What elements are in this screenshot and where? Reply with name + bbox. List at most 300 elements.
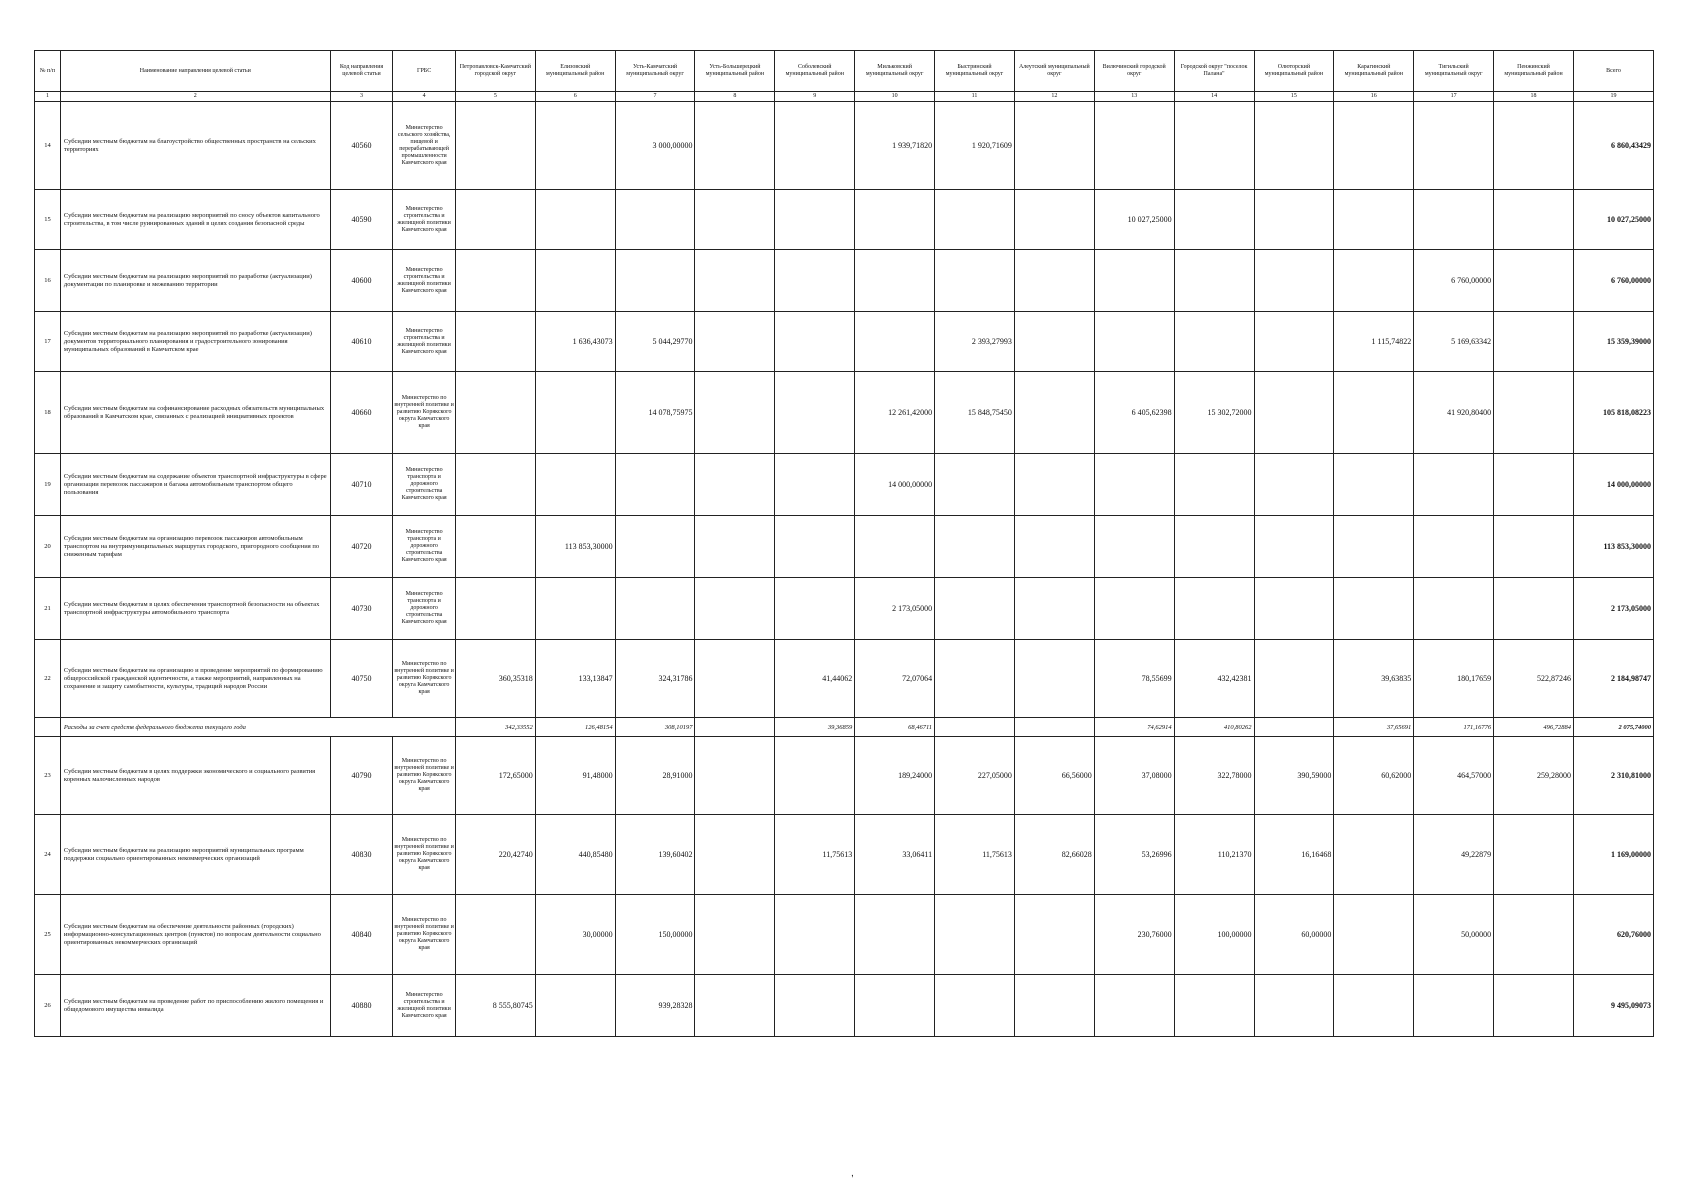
column-header: Соболевский муниципальный район [775, 51, 855, 92]
amount-cell: 150,00000 [615, 895, 695, 975]
amount-cell [855, 190, 935, 250]
amount-cell [1014, 578, 1094, 640]
amount-cell: 41,44062 [775, 640, 855, 718]
column-number: 9 [775, 92, 855, 102]
table-row [35, 578, 1654, 640]
amount-cell: 110,21370 [1174, 815, 1254, 895]
amount-cell: 126,48154 [535, 718, 615, 737]
amount-cell: 220,42740 [455, 815, 535, 895]
budget-administrator: Министерство по внутренней политике и развитию Корякского округа Камчатского края [393, 640, 456, 718]
amount-cell [855, 250, 935, 312]
row-number: 26 [35, 975, 61, 1037]
amount-cell: 41 920,80400 [1414, 372, 1494, 454]
amount-cell: 2 393,27993 [935, 312, 1015, 372]
amount-cell [1334, 578, 1414, 640]
amount-cell [775, 454, 855, 516]
amount-cell: 82,66028 [1014, 815, 1094, 895]
target-article-code: 40710 [330, 454, 393, 516]
column-number: 5 [455, 92, 535, 102]
column-number: 16 [1334, 92, 1414, 102]
amount-cell [535, 190, 615, 250]
column-number: 10 [855, 92, 935, 102]
amount-cell [455, 372, 535, 454]
row-total-cell: 2 310,81000 [1573, 737, 1653, 815]
amount-cell: 39,36859 [775, 718, 855, 737]
column-header: Усть-Камчатский муниципальный округ [615, 51, 695, 92]
amount-cell [1094, 975, 1174, 1037]
amount-cell [775, 895, 855, 975]
column-number: 4 [393, 92, 456, 102]
column-header: № п/п [35, 51, 61, 92]
amount-cell [455, 312, 535, 372]
column-number: 13 [1094, 92, 1174, 102]
amount-cell: 360,35318 [455, 640, 535, 718]
table-row [35, 516, 1654, 578]
row-number: 15 [35, 190, 61, 250]
amount-cell [535, 102, 615, 190]
amount-cell: 50,00000 [1414, 895, 1494, 975]
row-number: 25 [35, 895, 61, 975]
amount-cell [1174, 516, 1254, 578]
column-header: Быстринский муниципальный округ [935, 51, 1015, 92]
amount-cell [1414, 975, 1494, 1037]
subsidy-name: Субсидии местным бюджетам на реализацию мероприятий по разработке (актуализации) документов территориального планирования и градостроительного зонирования муниципальных образований в Камчатском крае [60, 312, 330, 372]
amount-cell [1494, 250, 1574, 312]
amount-cell [775, 975, 855, 1037]
amount-cell [695, 718, 775, 737]
amount-cell [615, 516, 695, 578]
amount-cell: 133,13847 [535, 640, 615, 718]
amount-cell [775, 250, 855, 312]
amount-cell [1254, 312, 1334, 372]
column-number: 11 [935, 92, 1015, 102]
subsidy-name: Субсидии местным бюджетам на содержание объектов транспортной инфраструктуры в сфере организации перевозок пассажиров и багажа автомобильным транспортом общего пользования [60, 454, 330, 516]
target-article-code: 40750 [330, 640, 393, 718]
amount-cell: 14 000,00000 [855, 454, 935, 516]
amount-cell: 39,63835 [1334, 640, 1414, 718]
header-row [35, 51, 1654, 92]
column-number: 18 [1494, 92, 1574, 102]
amount-cell [1254, 975, 1334, 1037]
amount-cell [535, 975, 615, 1037]
amount-cell [615, 578, 695, 640]
row-total-cell: 105 818,08223 [1573, 372, 1653, 454]
subsidy-name: Субсидии местным бюджетам на обеспечение деятельности районных (городских) информационно-консультационных центров (пунктов) по вопросам деятельности социально ориентированных некоммерческих организаций [60, 895, 330, 975]
amount-cell [935, 640, 1015, 718]
column-number-row [35, 92, 1654, 102]
amount-cell [1014, 190, 1094, 250]
amount-cell [1254, 718, 1334, 737]
column-header: Петропавловск-Камчатский городской округ [455, 51, 535, 92]
budget-administrator: Министерство сельского хозяйства, пищевой и перерабатывающей промышленности Камчатского края [393, 102, 456, 190]
amount-cell [775, 516, 855, 578]
amount-cell [1414, 578, 1494, 640]
target-article-code: 40730 [330, 578, 393, 640]
amount-cell [455, 454, 535, 516]
amount-cell [1014, 454, 1094, 516]
budget-administrator: Министерство транспорта и дорожного строительства Камчатского края [393, 578, 456, 640]
column-header: Тигильский муниципальный округ [1414, 51, 1494, 92]
target-article-code: 40590 [330, 190, 393, 250]
column-header: Всего [1573, 51, 1653, 92]
amount-cell [455, 250, 535, 312]
amount-cell [935, 250, 1015, 312]
amount-cell [935, 190, 1015, 250]
amount-cell [1414, 190, 1494, 250]
amount-cell: 113 853,30000 [535, 516, 615, 578]
amount-cell: 11,75613 [935, 815, 1015, 895]
amount-cell: 440,85480 [535, 815, 615, 895]
row-number: 23 [35, 737, 61, 815]
amount-cell: 939,28328 [615, 975, 695, 1037]
footer-mark: , [851, 1168, 854, 1179]
amount-cell [455, 516, 535, 578]
amount-cell [1334, 250, 1414, 312]
column-header: ГРБС [393, 51, 456, 92]
amount-cell [1014, 102, 1094, 190]
table-row [35, 737, 1654, 815]
amount-cell: 5 169,63342 [1414, 312, 1494, 372]
amount-cell [1254, 640, 1334, 718]
subsidy-name: Субсидии местным бюджетам на проведение работ по приспособлению жилого помещения и общедомового имущества инвалида [60, 975, 330, 1037]
subsidy-distribution-table [34, 50, 1654, 1037]
column-header: Карагинский муниципальный район [1334, 51, 1414, 92]
amount-cell [615, 190, 695, 250]
amount-cell: 259,28000 [1494, 737, 1574, 815]
amount-cell: 324,31786 [615, 640, 695, 718]
row-total-cell: 2 173,05000 [1573, 578, 1653, 640]
amount-cell [855, 895, 935, 975]
amount-cell: 60,62000 [1334, 737, 1414, 815]
amount-cell [695, 737, 775, 815]
target-article-code: 40610 [330, 312, 393, 372]
federal-budget-label: Расходы за счет средств федерального бюджета текущего года [60, 718, 455, 737]
amount-cell [1094, 454, 1174, 516]
amount-cell [1494, 372, 1574, 454]
amount-cell [1254, 190, 1334, 250]
amount-cell: 37,65691 [1334, 718, 1414, 737]
subsidy-name: Субсидии местным бюджетам на организацию и проведение мероприятий по формированию общероссийской гражданской идентичности, а также мероприятий, направленных на сохранение и защиту самобытности, культуры, традиций народов России [60, 640, 330, 718]
column-header: Вилючинский городской округ [1094, 51, 1174, 92]
amount-cell [1014, 516, 1094, 578]
budget-administrator: Министерство по внутренней политике и развитию Корякского округа Камчатского края [393, 895, 456, 975]
amount-cell: 15 848,75450 [935, 372, 1015, 454]
row-number: 19 [35, 454, 61, 516]
amount-cell [1094, 516, 1174, 578]
target-article-code: 40830 [330, 815, 393, 895]
amount-cell: 189,24000 [855, 737, 935, 815]
target-article-code: 40880 [330, 975, 393, 1037]
table-row [35, 640, 1654, 718]
amount-cell [775, 578, 855, 640]
column-header: Усть-Большерецкий муниципальный район [695, 51, 775, 92]
amount-cell [615, 454, 695, 516]
subsidy-name: Субсидии местным бюджетам в целях обеспечения транспортной безопасности на объектах транспортной инфраструктуры автомобильного транспорта [60, 578, 330, 640]
row-number: 16 [35, 250, 61, 312]
column-number: 12 [1014, 92, 1094, 102]
row-total-cell: 15 359,39000 [1573, 312, 1653, 372]
amount-cell [1334, 102, 1414, 190]
budget-administrator: Министерство строительства и жилищной политики Камчатского края [393, 975, 456, 1037]
row-number: 20 [35, 516, 61, 578]
column-number: 2 [60, 92, 330, 102]
amount-cell: 72,07064 [855, 640, 935, 718]
budget-administrator: Министерство по внутренней политике и развитию Корякского округа Камчатского края [393, 815, 456, 895]
row-total-cell: 1 169,00000 [1573, 815, 1653, 895]
amount-cell [695, 895, 775, 975]
table-row [35, 815, 1654, 895]
amount-cell [1494, 516, 1574, 578]
amount-cell: 464,57000 [1414, 737, 1494, 815]
amount-cell [1014, 372, 1094, 454]
column-number: 15 [1254, 92, 1334, 102]
amount-cell [695, 250, 775, 312]
amount-cell [695, 190, 775, 250]
amount-cell: 342,33552 [455, 718, 535, 737]
amount-cell: 49,22879 [1414, 815, 1494, 895]
amount-cell: 180,17659 [1414, 640, 1494, 718]
budget-administrator: Министерство транспорта и дорожного строительства Камчатского края [393, 516, 456, 578]
target-article-code: 40720 [330, 516, 393, 578]
amount-cell: 432,42381 [1174, 640, 1254, 718]
amount-cell [1254, 516, 1334, 578]
column-header: Код направления целевой статьи [330, 51, 393, 92]
amount-cell [1494, 454, 1574, 516]
amount-cell [1494, 190, 1574, 250]
amount-cell [1254, 372, 1334, 454]
amount-cell [1494, 578, 1574, 640]
amount-cell [855, 312, 935, 372]
amount-cell [1494, 102, 1574, 190]
amount-cell [1414, 454, 1494, 516]
amount-cell [775, 190, 855, 250]
budget-administrator: Министерство по внутренней политике и развитию Корякского округа Камчатского края [393, 737, 456, 815]
table-row [35, 250, 1654, 312]
empty-cell [35, 718, 61, 737]
budget-administrator: Министерство транспорта и дорожного строительства Камчатского края [393, 454, 456, 516]
row-number: 17 [35, 312, 61, 372]
amount-cell [775, 102, 855, 190]
row-total-cell: 620,76000 [1573, 895, 1653, 975]
row-total-cell: 14 000,00000 [1573, 454, 1653, 516]
table-row [35, 895, 1654, 975]
amount-cell: 12 261,42000 [855, 372, 935, 454]
subsidy-name: Субсидии местным бюджетам на организацию перевозок пассажиров автомобильным транспортом на внутримуниципальных маршрутах городского, пригородного сообщения по сниженным тарифам [60, 516, 330, 578]
amount-cell [455, 190, 535, 250]
amount-cell [695, 372, 775, 454]
amount-cell [1014, 895, 1094, 975]
amount-cell: 1 939,71820 [855, 102, 935, 190]
amount-cell: 171,16776 [1414, 718, 1494, 737]
amount-cell [935, 516, 1015, 578]
amount-cell: 6 760,00000 [1414, 250, 1494, 312]
row-total-cell: 9 495,09073 [1573, 975, 1653, 1037]
column-header: Елизовский муниципальный район [535, 51, 615, 92]
row-number: 21 [35, 578, 61, 640]
amount-cell [695, 640, 775, 718]
amount-cell: 10 027,25000 [1094, 190, 1174, 250]
amount-cell: 78,55699 [1094, 640, 1174, 718]
amount-cell [1174, 578, 1254, 640]
amount-cell [1494, 815, 1574, 895]
amount-cell: 100,00000 [1174, 895, 1254, 975]
row-total-cell: 113 853,30000 [1573, 516, 1653, 578]
amount-cell [1014, 640, 1094, 718]
amount-cell [1334, 454, 1414, 516]
amount-cell [1174, 454, 1254, 516]
row-number: 18 [35, 372, 61, 454]
amount-cell: 6 405,62398 [1094, 372, 1174, 454]
target-article-code: 40560 [330, 102, 393, 190]
column-number: 19 [1573, 92, 1653, 102]
amount-cell [1334, 372, 1414, 454]
amount-cell [1334, 516, 1414, 578]
table-row [35, 454, 1654, 516]
amount-cell [455, 578, 535, 640]
amount-cell [1174, 250, 1254, 312]
amount-cell [775, 372, 855, 454]
column-number: 8 [695, 92, 775, 102]
amount-cell [1014, 975, 1094, 1037]
amount-cell: 1 636,43073 [535, 312, 615, 372]
row-number: 24 [35, 815, 61, 895]
amount-cell: 230,76000 [1094, 895, 1174, 975]
amount-cell [1094, 578, 1174, 640]
budget-administrator: Министерство строительства и жилищной политики Камчатского края [393, 250, 456, 312]
amount-cell [1254, 250, 1334, 312]
amount-cell: 227,05000 [935, 737, 1015, 815]
amount-cell: 15 302,72000 [1174, 372, 1254, 454]
amount-cell: 8 555,80745 [455, 975, 535, 1037]
amount-cell [1334, 975, 1414, 1037]
table-row [35, 372, 1654, 454]
target-article-code: 40660 [330, 372, 393, 454]
amount-cell: 14 078,75975 [615, 372, 695, 454]
amount-cell [1334, 895, 1414, 975]
amount-cell: 390,59000 [1254, 737, 1334, 815]
subsidy-name: Субсидии местным бюджетам на благоустройство общественных пространств на сельских территориях [60, 102, 330, 190]
amount-cell: 2 173,05000 [855, 578, 935, 640]
amount-cell: 322,78000 [1174, 737, 1254, 815]
amount-cell: 68,46711 [855, 718, 935, 737]
subsidy-name: Субсидии местным бюджетам на реализацию мероприятий муниципальных программ поддержки социально ориентированных некоммерческих организаций [60, 815, 330, 895]
amount-cell [1174, 312, 1254, 372]
target-article-code: 40600 [330, 250, 393, 312]
amount-cell [855, 975, 935, 1037]
amount-cell: 37,08000 [1094, 737, 1174, 815]
amount-cell [1094, 312, 1174, 372]
amount-cell [455, 102, 535, 190]
amount-cell [1014, 250, 1094, 312]
amount-cell: 30,00000 [535, 895, 615, 975]
amount-cell [695, 578, 775, 640]
amount-cell [455, 895, 535, 975]
amount-cell: 522,87246 [1494, 640, 1574, 718]
table-row [35, 102, 1654, 190]
amount-cell [1494, 895, 1574, 975]
amount-cell [695, 102, 775, 190]
table-row [35, 190, 1654, 250]
amount-cell [935, 895, 1015, 975]
amount-cell [855, 516, 935, 578]
amount-cell [935, 578, 1015, 640]
amount-cell: 5 044,29770 [615, 312, 695, 372]
amount-cell: 91,48000 [535, 737, 615, 815]
amount-cell [1334, 815, 1414, 895]
amount-cell [1254, 102, 1334, 190]
amount-cell [1334, 190, 1414, 250]
row-total-cell: 6 860,43429 [1573, 102, 1653, 190]
target-article-code: 40790 [330, 737, 393, 815]
row-total-cell: 2 075,74000 [1573, 718, 1653, 737]
amount-cell: 172,65000 [455, 737, 535, 815]
amount-cell: 139,60402 [615, 815, 695, 895]
federal-budget-subrow [35, 718, 1654, 737]
amount-cell: 11,75613 [775, 815, 855, 895]
row-total-cell: 10 027,25000 [1573, 190, 1653, 250]
budget-administrator: Министерство строительства и жилищной политики Камчатского края [393, 190, 456, 250]
subsidy-name: Субсидии местным бюджетам на реализацию мероприятий по разработке (актуализации) документации по планировке и межеванию территории [60, 250, 330, 312]
amount-cell [535, 578, 615, 640]
column-header: Мильковский муниципальный округ [855, 51, 935, 92]
amount-cell [695, 516, 775, 578]
row-total-cell: 6 760,00000 [1573, 250, 1653, 312]
column-header: Городской округ "поселок Палана" [1174, 51, 1254, 92]
amount-cell [615, 250, 695, 312]
amount-cell [1414, 102, 1494, 190]
amount-cell [1174, 975, 1254, 1037]
table-row [35, 975, 1654, 1037]
amount-cell [1414, 516, 1494, 578]
column-number: 14 [1174, 92, 1254, 102]
amount-cell [1174, 190, 1254, 250]
column-number: 3 [330, 92, 393, 102]
amount-cell [695, 312, 775, 372]
amount-cell [1014, 718, 1094, 737]
amount-cell: 66,56000 [1014, 737, 1094, 815]
amount-cell [695, 975, 775, 1037]
column-number: 1 [35, 92, 61, 102]
amount-cell: 410,80262 [1174, 718, 1254, 737]
amount-cell [1254, 578, 1334, 640]
amount-cell [1094, 102, 1174, 190]
amount-cell [935, 718, 1015, 737]
table-row [35, 312, 1654, 372]
amount-cell: 496,72884 [1494, 718, 1574, 737]
amount-cell: 74,62914 [1094, 718, 1174, 737]
amount-cell [535, 250, 615, 312]
column-header: Пенжинский муниципальный район [1494, 51, 1574, 92]
subsidy-name: Субсидии местным бюджетам на софинансирование расходных обязательств муниципальных образований в Камчатском крае, связанных с реализацией инициативных проектов [60, 372, 330, 454]
subsidy-name: Субсидии местным бюджетам в целях поддержки экономического и социального развития коренных малочисленных народов [60, 737, 330, 815]
column-number: 6 [535, 92, 615, 102]
column-header: Алеутский муниципальный округ [1014, 51, 1094, 92]
amount-cell [1254, 454, 1334, 516]
amount-cell [1094, 250, 1174, 312]
amount-cell: 28,91000 [615, 737, 695, 815]
amount-cell [935, 454, 1015, 516]
budget-administrator: Министерство строительства и жилищной политики Камчатского края [393, 312, 456, 372]
amount-cell: 3 000,00000 [615, 102, 695, 190]
row-total-cell: 2 184,98747 [1573, 640, 1653, 718]
amount-cell: 33,06411 [855, 815, 935, 895]
amount-cell: 308,10197 [615, 718, 695, 737]
amount-cell [535, 454, 615, 516]
column-number: 7 [615, 92, 695, 102]
amount-cell [535, 372, 615, 454]
subsidy-name: Субсидии местным бюджетам на реализацию мероприятий по сносу объектов капитального строительства, в том числе руинированных зданий в целях создания безопасной среды [60, 190, 330, 250]
target-article-code: 40840 [330, 895, 393, 975]
